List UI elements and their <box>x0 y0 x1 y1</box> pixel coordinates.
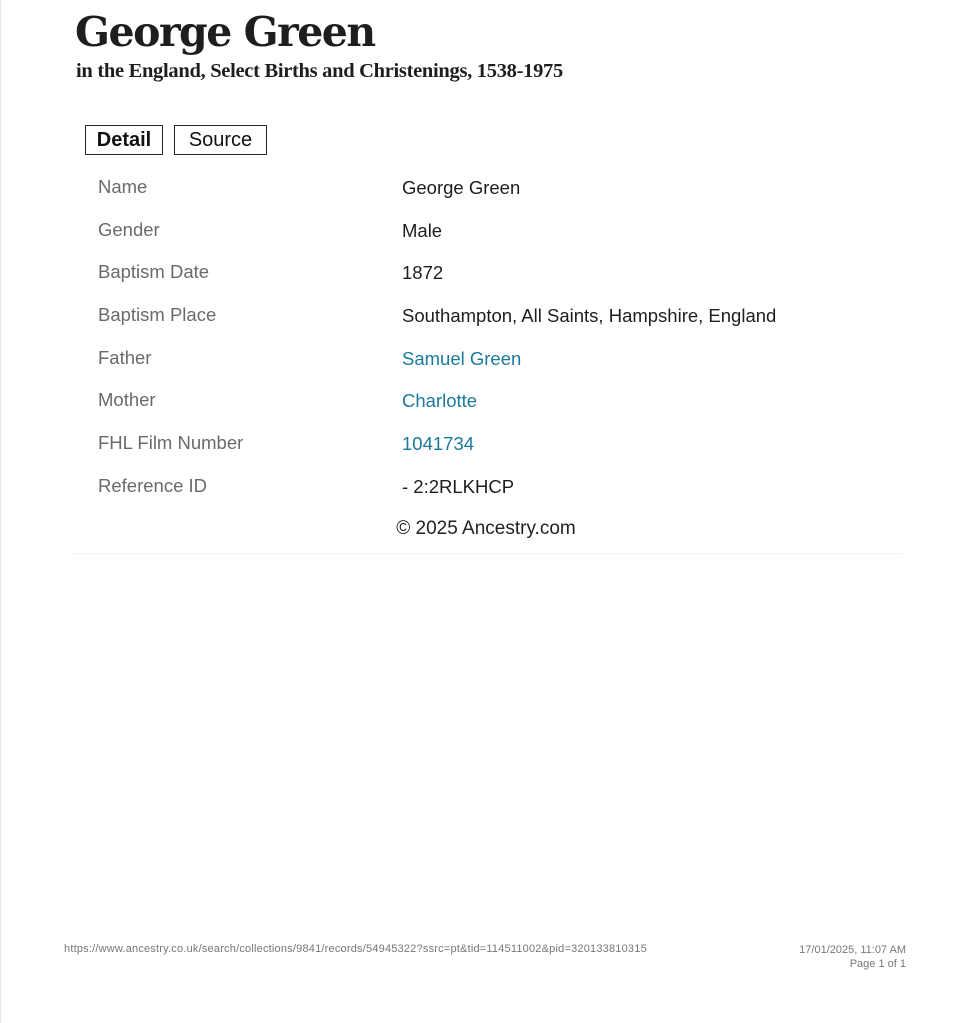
record-title: George Green <box>75 8 375 56</box>
fact-label: Reference ID <box>98 474 207 496</box>
print-page-number: Page 1 of 1 <box>849 958 906 970</box>
fact-value: 1872 <box>402 262 444 284</box>
fact-row-father <box>98 337 858 380</box>
fact-row-baptism-place <box>98 294 858 337</box>
fhl-film-number-link[interactable]: 1041734 <box>402 433 475 455</box>
fact-row-reference-id <box>98 465 858 508</box>
tab-detail[interactable]: Detail <box>85 125 163 155</box>
fact-row-mother <box>98 379 858 422</box>
fact-value: George Green <box>402 177 521 198</box>
fact-label: Name <box>98 176 148 197</box>
fact-row-name <box>98 166 858 209</box>
record-tabs <box>85 125 267 155</box>
fact-row-baptism-date <box>98 251 858 294</box>
footer-divider <box>70 553 902 554</box>
fact-label: Mother <box>98 389 156 411</box>
record-collection-subtitle: in the England, Select Births and Christenings, 1538-1975 <box>76 60 563 82</box>
print-datetime: 17/01/2025, 11:07 AM <box>799 944 906 956</box>
fact-label: Baptism Place <box>98 304 217 326</box>
copyright-notice: © 2025 Ancestry.com <box>396 518 576 539</box>
fact-value: Male <box>402 219 443 241</box>
fact-row-gender <box>98 209 858 252</box>
fact-label: Gender <box>98 218 160 240</box>
print-footer-meta <box>799 943 906 971</box>
fact-row-fhl-film-number <box>98 422 858 465</box>
fact-label: Father <box>98 346 152 368</box>
record-facts-table <box>98 166 858 508</box>
fact-label: FHL Film Number <box>98 432 244 454</box>
print-footer-url: https://www.ancestry.co.uk/search/collections/9841/records/54945322?ssrc=pt&tid=114511002&pid=320133810315 <box>64 943 647 955</box>
fact-value: - 2:2RLKHCP <box>402 475 515 497</box>
mother-link[interactable]: Charlotte <box>402 390 478 412</box>
fact-value: Southampton, All Saints, Hampshire, England <box>402 305 777 327</box>
father-link[interactable]: Samuel Green <box>402 347 522 369</box>
tab-source[interactable]: Source <box>174 125 267 155</box>
page-edge <box>0 0 1 1023</box>
fact-label: Baptism Date <box>98 261 210 283</box>
